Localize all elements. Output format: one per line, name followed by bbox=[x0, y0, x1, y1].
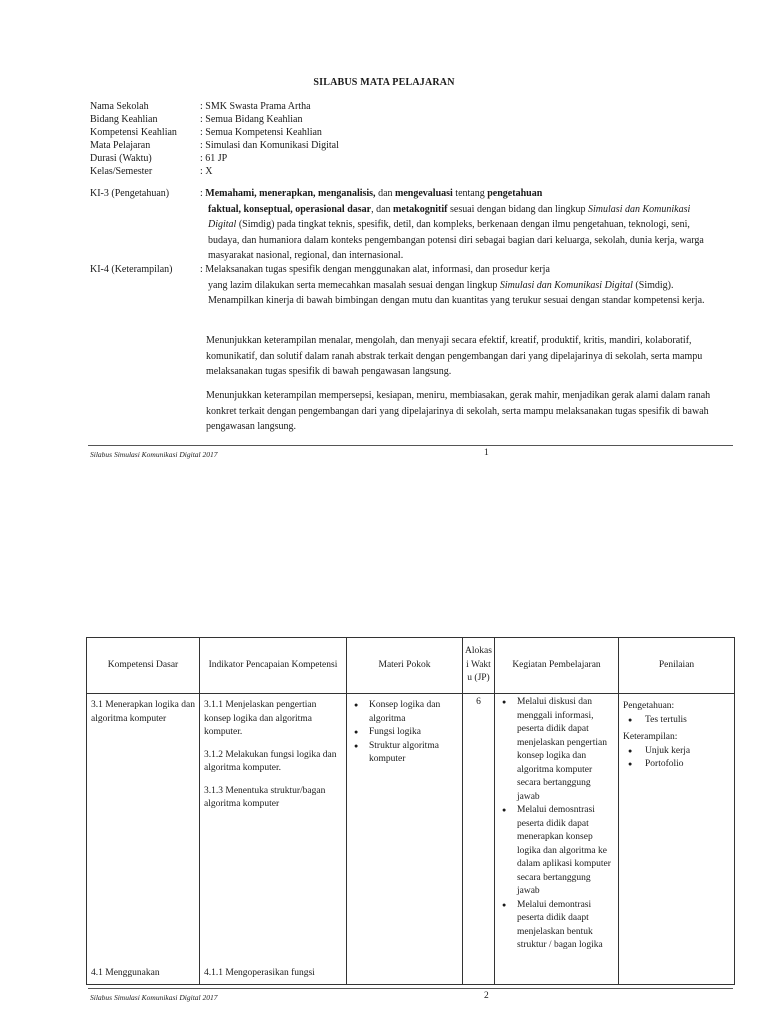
info-label: Kompetensi Keahlian bbox=[90, 127, 177, 138]
info-row-subject bbox=[90, 139, 710, 152]
ki4-line-1: : Melaksanakan tugas spesifik dengan menggunakan alat, informasi, dan prosedur kerja bbox=[200, 264, 550, 275]
ki3-label: KI-3 (Pengetahuan) bbox=[90, 188, 170, 199]
cell-kegiatan bbox=[495, 694, 619, 985]
ki4-text bbox=[200, 262, 710, 309]
penilaian-pengetahuan-label: Pengetahuan: bbox=[623, 701, 675, 711]
header-alokasi-waktu: Alokasi Waktu (JP) bbox=[463, 638, 495, 694]
indikator-item: 3.1.2 Melakukan fungsi logika dan algoritma komputer. bbox=[204, 749, 337, 773]
ki3-text-3: , dan bbox=[371, 203, 394, 215]
info-label: Durasi (Waktu) bbox=[90, 153, 152, 164]
ki4-paragraph-abstract: Menunjukkan keterampilan menalar, mengolah, dan menyaji secara efektif, kreatif, produktif, kritis, mandiri, kolaboratif, komunikatif, dan solutif dalam ranah abstrak terkait dengan pengembangan dari yang dipelajarinya di sekolah, serta mampu melaksanakan tugas spesifik di bawah pengawasan langsung. bbox=[206, 335, 703, 377]
info-value: : 61 JP bbox=[200, 153, 228, 164]
info-value: : SMK Swasta Prama Artha bbox=[200, 101, 311, 112]
info-label: Nama Sekolah bbox=[90, 101, 149, 112]
info-row-duration bbox=[90, 152, 710, 165]
info-row-competency bbox=[90, 126, 710, 139]
header-materi-pokok: Materi Pokok bbox=[347, 638, 463, 694]
ki3-italic-subject: Simulasi dan Komunikasi Digital bbox=[208, 203, 691, 230]
header-kompetensi-dasar: Kompetensi Dasar bbox=[87, 638, 200, 694]
ki3-bold-2: mengevaluasi bbox=[395, 188, 453, 199]
page-number: 2 bbox=[484, 991, 489, 1001]
ki3-colon: : bbox=[200, 188, 203, 199]
ki3-text-2: tentang bbox=[452, 188, 488, 199]
list-item: ● Unjuk kerja bbox=[623, 745, 730, 759]
info-label: Kelas/Semester bbox=[90, 166, 153, 177]
materi-list bbox=[351, 699, 458, 767]
indikator-next-text: 4.1.1 Mengoperasikan fungsi bbox=[204, 967, 315, 978]
ki3-text-1: dan bbox=[375, 188, 396, 199]
header-indikator: Indikator Pencapaian Kompetensi bbox=[200, 638, 347, 694]
document-title: SILABUS MATA PELAJARAN bbox=[313, 77, 455, 88]
page-footer: Silabus Simulasi Komunikasi Digital 2017 bbox=[90, 993, 218, 1002]
info-value: : X bbox=[200, 166, 213, 177]
ki3-text-5: (Simdig) pada tingkat teknis, spesifik, detil, dan kompleks, berkenaan dengan ilmu pengetahuan, teknologi, seni, budaya, dan humaniora dalam konteks pengembangan potensi diri sebagai bagian dari keluarga, sekolah, dunia kerja, warga masyarakat nasional, regional, dan internasional. bbox=[208, 219, 704, 261]
list-item: ● Konsep logika dan algoritma bbox=[351, 699, 458, 726]
indikator-item: 3.1.1 Menjelaskan pengertian konsep logika dan algoritma komputer. bbox=[204, 700, 317, 737]
ki4-continuation bbox=[200, 278, 710, 309]
ki3-bold-5: metakognitif bbox=[393, 203, 448, 215]
penilaian-pengetahuan-list bbox=[623, 714, 730, 728]
list-item: ● Fungsi logika bbox=[351, 726, 458, 740]
ki3-text bbox=[200, 186, 710, 264]
list-item: ● Melalui demontrasi peserta didik daapt menjelaskan bentuk struktur / bagan logika bbox=[499, 899, 614, 953]
list-item: ● Melalui demosntrasi peserta didik dapat menerapkan konsep logika dan algoritma ke dalam aplikasi komputer secara bertanggung jawab bbox=[499, 804, 614, 899]
info-row-field bbox=[90, 113, 710, 126]
info-value: : Semua Bidang Keahlian bbox=[200, 114, 303, 125]
ki4-label: KI-4 (Keterampilan) bbox=[90, 264, 173, 275]
info-label: Bidang Keahlian bbox=[90, 114, 158, 125]
ki4-text-2: (Simdig). Menampilkan kinerja di bawah bimbingan dengan mutu dan kuantitas yang terukur sesuai dengan standar kompetensi kerja. bbox=[208, 279, 705, 306]
ki4-paragraph-concrete: Menunjukkan keterampilan mempersepsi, kesiapan, meniru, membiasakan, gerak mahir, menjadikan gerak alami dalam ranah konkret terkait dengan pengembangan dari yang dipelajarinya di sekolah, serta mampu melaksanakan tugas spesifik di bawah pengawasan langsung. bbox=[206, 390, 711, 432]
ki4-text-1: yang lazim dilakukan serta memecahkan masalah sesuai dengan lingkup bbox=[208, 279, 500, 291]
footer-divider bbox=[88, 988, 733, 989]
cell-penilaian bbox=[619, 694, 735, 985]
footer-divider bbox=[88, 445, 733, 446]
kd-text: 3.1 Menerapkan logika dan algoritma komputer bbox=[91, 700, 195, 724]
syllabus-table bbox=[86, 637, 735, 985]
ki3-bold-3: pengetahuan bbox=[487, 188, 543, 199]
table-row bbox=[87, 694, 735, 985]
cell-materi-pokok bbox=[347, 694, 463, 985]
list-item: ● Struktur algoritma komputer bbox=[351, 740, 458, 767]
info-value: : Simulasi dan Komunikasi Digital bbox=[200, 140, 339, 151]
ki3-bold-1: Memahami, menerapkan, menganalisis, bbox=[205, 188, 376, 199]
page-footer: Silabus Simulasi Komunikasi Digital 2017 bbox=[90, 450, 218, 459]
ki3-bold-4: faktual, konseptual, operasional dasar bbox=[208, 203, 372, 215]
cell-kompetensi-dasar bbox=[87, 694, 200, 985]
school-info bbox=[90, 100, 710, 178]
cell-alokasi bbox=[463, 694, 495, 985]
list-item: ● Tes tertulis bbox=[623, 714, 730, 728]
list-item: ● Melalui diskusi dan menggali informasi, peserta didik dapat menjelaskan pengertian konsep logika dan algoritma komputer secara bertanggung jawab bbox=[499, 696, 614, 804]
penilaian-keterampilan-label: Keterampilan: bbox=[623, 732, 678, 742]
info-value: : Semua Kompetensi Keahlian bbox=[200, 127, 322, 138]
kegiatan-list bbox=[499, 696, 614, 953]
penilaian-keterampilan-list bbox=[623, 745, 730, 772]
kd-next-text: 4.1 Menggunakan bbox=[91, 967, 160, 978]
table-header-row bbox=[87, 638, 735, 694]
ki3-continuation bbox=[200, 202, 710, 264]
ki4-italic-subject: Simulasi dan Komunikasi Digital bbox=[499, 279, 633, 291]
page-number: 1 bbox=[484, 448, 489, 458]
alokasi-value: 6 bbox=[476, 697, 481, 707]
header-kegiatan: Kegiatan Pembelajaran bbox=[495, 638, 619, 694]
info-row-school bbox=[90, 100, 710, 113]
cell-indikator bbox=[200, 694, 347, 985]
info-label: Mata Pelajaran bbox=[90, 140, 151, 151]
info-row-class bbox=[90, 165, 710, 178]
indikator-item: 3.1.3 Menentuka struktur/bagan algoritma komputer bbox=[204, 785, 326, 809]
header-penilaian: Penilaian bbox=[619, 638, 735, 694]
ki3-text-4: sesuai dengan bidang dan lingkup bbox=[447, 203, 589, 215]
list-item: ● Portofolio bbox=[623, 758, 730, 772]
